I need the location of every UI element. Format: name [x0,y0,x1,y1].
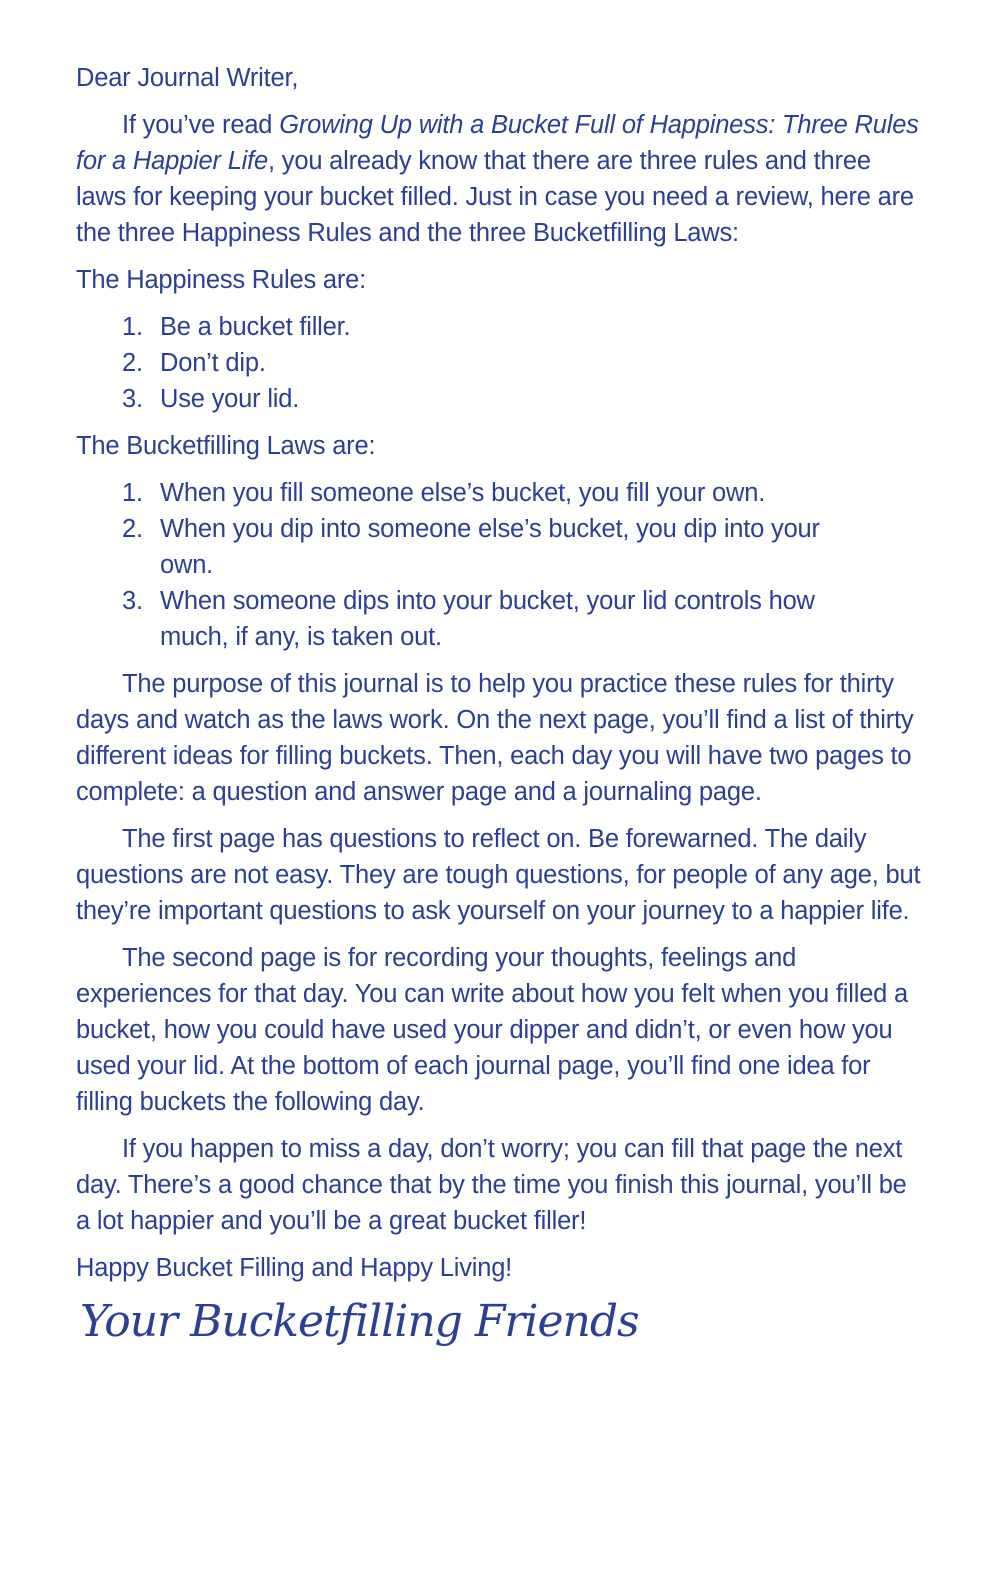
happiness-rules-list [76,309,926,417]
list-number: 1. [122,479,143,507]
list-item [76,475,926,511]
purpose-paragraph: The purpose of this journal is to help you practice these rules for thirty days and watch as the laws work. On the next page, you’ll find a list of thirty different ideas for filling buckets. Then, each day you will have two pages to complete: a question and answer page and a journaling page. [76,670,914,806]
book-title: Growing Up with a Bucket Full of Happiness: Three Rules for a Happier Life [76,111,919,175]
bucketfilling-laws-list [76,475,926,655]
salutation: Dear Journal Writer, [76,64,299,92]
list-item [76,309,926,345]
list-number: 1. [122,313,143,341]
miss-day-paragraph: If you happen to miss a day, don’t worry; you can fill that page the next day. There’s a good chance that by the time you finish this journal, you’ll be a lot happier and you’ll be a great bucket filler! [76,1135,907,1235]
list-item [76,345,926,381]
signature: Your Bucketfilling Friends [80,1296,639,1347]
list-item-text: When you dip into someone else’s bucket, you dip into your own. [160,515,820,579]
closing-line: Happy Bucket Filling and Happy Living! [76,1254,513,1282]
rules-heading: The Happiness Rules are: [76,266,367,294]
list-item-text: Use your lid. [160,385,300,413]
second-page-paragraph: The second page is for recording your thoughts, feelings and experiences for that day. You can write about how you felt when you filled a bucket, how you could have used your dipper and didn’t, or even how you used your lid. At the bottom of each journal page, you’ll find one idea for filling buckets the following day. [76,944,909,1116]
list-item-text: When someone dips into your bucket, your lid controls how much, if any, is taken out. [160,587,815,651]
list-item-text: When you fill someone else’s bucket, you fill your own. [160,479,766,507]
letter-page [76,60,926,1352]
intro-rest-text: , you already know that there are three rules and three laws for keeping your bucket filled. Just in case you need a review, here are the three Happiness Rules and the three Bucketfilling Laws: [76,147,914,247]
list-item-text: Be a bucket filler. [160,313,351,341]
list-item [76,511,926,583]
list-number: 3. [122,587,143,615]
list-item [76,381,926,417]
list-number: 2. [122,349,143,377]
list-item-text: Don’t dip. [160,349,266,377]
intro-lead-text: If you’ve read [122,111,280,139]
first-page-paragraph: The first page has questions to reflect on. Be forewarned. The daily questions are not easy. They are tough questions, for people of any age, but they’re important questions to ask yourself on your journey to a happier life. [76,825,921,925]
intro-paragraph [76,107,926,251]
laws-heading: The Bucketfilling Laws are: [76,432,376,460]
list-number: 3. [122,385,143,413]
list-number: 2. [122,515,143,543]
list-item [76,583,926,655]
